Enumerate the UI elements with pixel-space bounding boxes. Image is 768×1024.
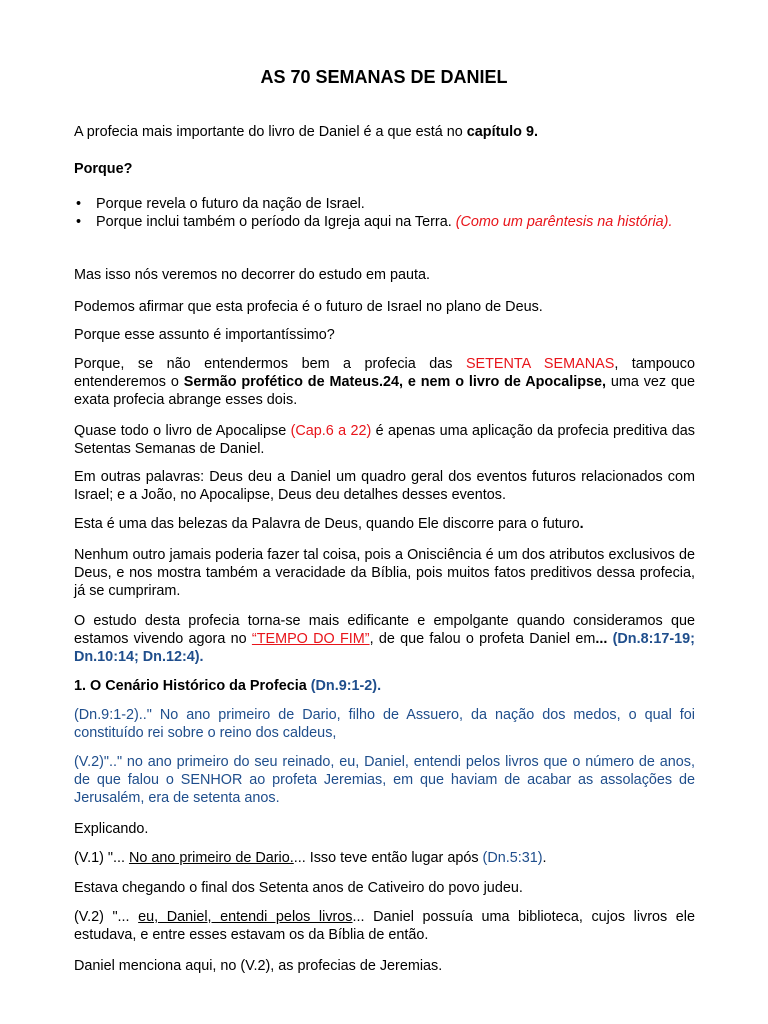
text-underline: No ano primeiro de Dario. [128,850,294,866]
list-item [74,195,695,213]
section-heading [74,677,695,695]
highlight-red: SETENTA SEMANAS [465,356,615,372]
bullet-note: (Como um parêntesis na história). [455,214,673,230]
paragraph: Explicando. [74,821,149,837]
paragraph-setenta [74,355,695,409]
highlight-red: “TEMPO DO FIM” [251,631,370,647]
paragraph-apocalipse [74,422,695,458]
intro-bold: capítulo 9. [466,124,538,140]
bullet-text: Porque inclui também o período da Igreja aqui na Terra. [96,214,456,230]
text-bold: . [579,516,584,532]
paragraph: Mas isso nós veremos no decorrer do estudo em pauta. [74,267,430,283]
paragraph-v2 [74,908,695,944]
scripture-ref: (Dn.8:17-19; Dn.10:14; Dn.12:4). [74,631,695,665]
paragraph: Daniel menciona aqui, no (V.2), as profecias de Jeremias. [74,958,443,974]
page-title: AS 70 SEMANAS DE DANIEL [260,67,508,87]
quote-verse-2: (V.2)".." no ano primeiro do seu reinado, eu, Daniel, entendi pelos livros que o número de anos, de que falou o SENHOR ao profeta Jeremias, em que haviam de acabar as assolações de Jerusalém, era de setenta anos. [74,754,695,806]
text-underline: eu, Daniel, entendi pelos livros [138,909,353,925]
paragraph-tempo-do-fim [74,612,695,666]
section-title: 1. O Cenário Histórico da Profecia [74,678,311,694]
paragraph-v1 [74,849,695,867]
text-run: (V.2) "... [74,909,139,925]
text-run: O estudo desta profecia torna-se mais edificante e empolgante quando consideramos que estamos vivendo agora no [74,613,695,647]
bullet-text: Porque revela o futuro da nação de Israel. [96,196,365,212]
porque-heading: Porque? [74,161,133,177]
paragraph-intro [74,123,695,141]
intro-text: A profecia mais importante do livro de Daniel é a que está no [74,124,467,140]
paragraph: Nenhum outro jamais poderia fazer tal coisa, pois a Onisciência é um dos atributos exclusivos de Deus, e nos mostra também a veracidade da Bíblia, pois muitos fatos preditivos dessa profecia, já se cumpriram. [74,547,695,599]
text-run: , de que falou o profeta Daniel em [369,631,596,647]
text-run: ... Isso teve então lugar após [293,850,483,866]
paragraph: Porque esse assunto é importantíssimo? [74,327,335,343]
paragraph: Estava chegando o final dos Setenta anos de Cativeiro do povo judeu. [74,880,523,896]
paragraph [74,515,695,533]
text-run: . [542,850,547,866]
quote-verse-1: (Dn.9:1-2).." No ano primeiro de Dario, filho de Assuero, da nação dos medos, o qual foi constituído rei sobre o reino dos caldeus, [74,707,695,741]
text-run: é apenas uma aplicação da profecia preditiva das Setentas Semanas de Daniel. [74,423,695,457]
scripture-ref: (Dn.9:1-2). [310,678,382,694]
text-run: , tampouco entenderemos o [74,356,695,390]
text-run: Quase todo o livro de Apocalipse [74,423,291,439]
paragraph: Em outras palavras: Deus deu a Daniel um quadro geral dos eventos futuros relacionados com Israel; e a João, no Apocalipse, Deus deu detalhes desses eventos. [74,469,695,503]
bullet-list [74,195,695,231]
text-run: Porque, se não entendermos bem a profecia das [74,356,466,372]
highlight-red: (Cap.6 a 22) [290,423,372,439]
text-bold: ... [595,631,608,647]
text-bold: Sermão profético de Mateus.24, e nem o livro de Apocalipse, [183,374,606,390]
list-item [74,213,695,231]
text-run: (V.1) "... [74,850,129,866]
text-run: uma vez que exata profecia abrange esses dois. [74,374,695,408]
scripture-ref: (Dn.5:31) [482,850,543,866]
text-run: Esta é uma das belezas da Palavra de Deus, quando Ele discorre para o futuro [74,516,580,532]
paragraph: Podemos afirmar que esta profecia é o futuro de Israel no plano de Deus. [74,299,543,315]
text-run: ... Daniel possuía uma biblioteca, cujos livros ele estudava, e entre esses estavam os da Bíblia de então. [74,909,696,943]
